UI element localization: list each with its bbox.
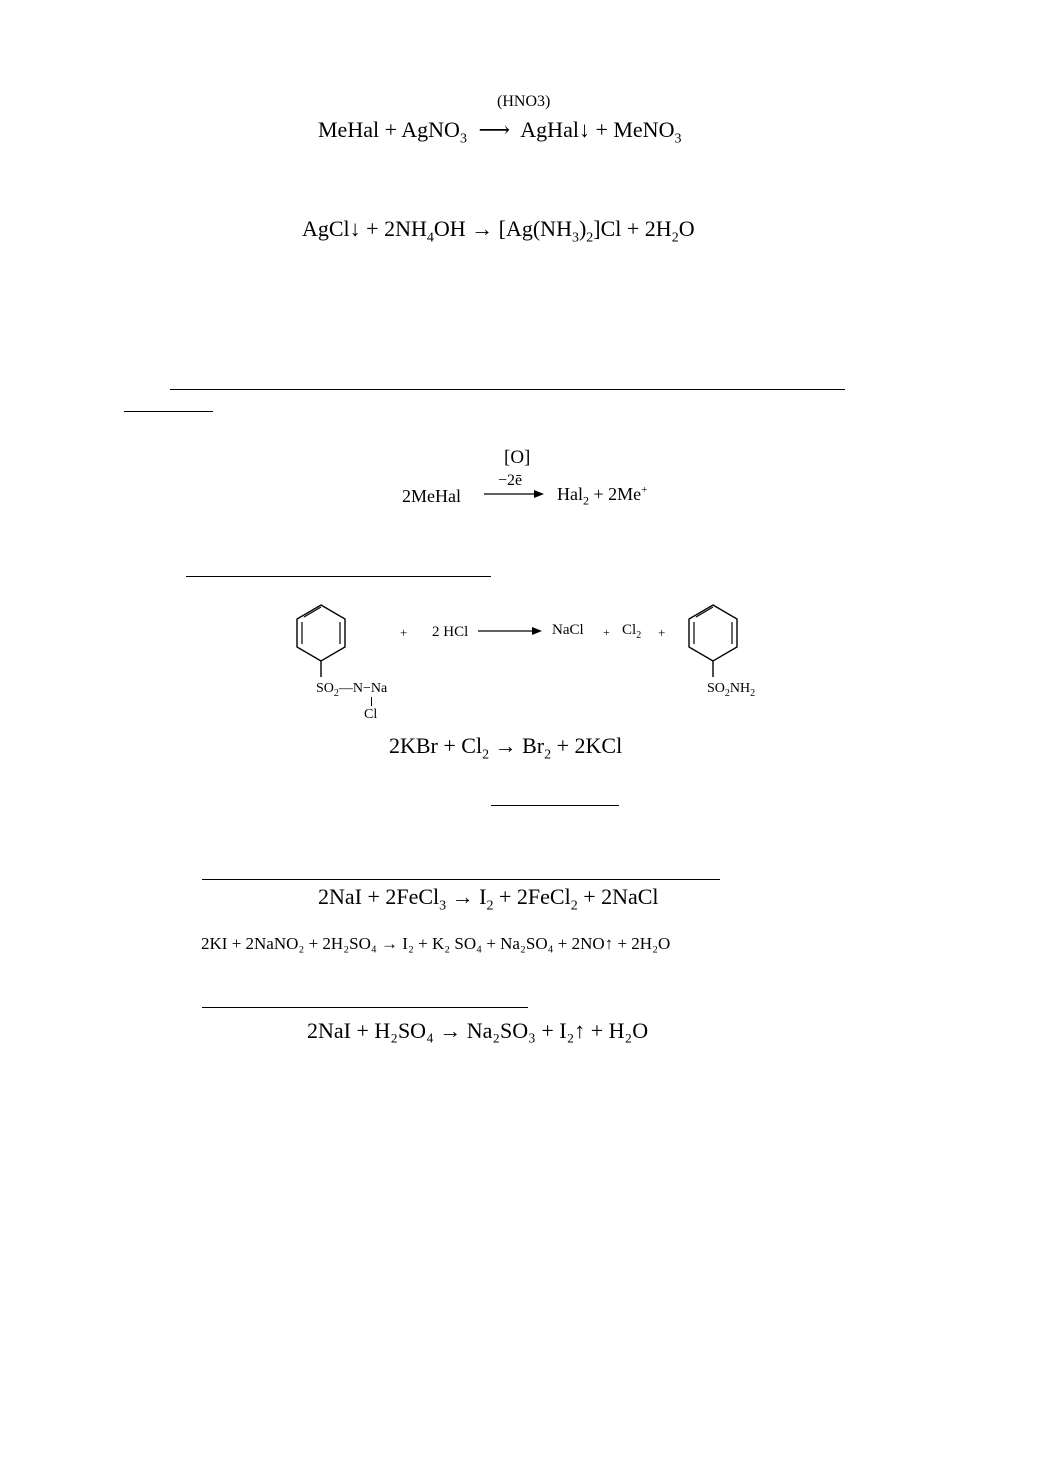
eq-sub: 2 [570,898,578,914]
eq-sub: 2 [586,230,594,246]
eq-part: 2KBr + Cl [389,733,483,758]
oxidation-right [557,484,647,509]
eq-part: + 2Me [589,484,642,504]
eq-sup: + [641,484,648,496]
eq-sub: 3 [571,230,579,246]
eq-part: ) [578,216,587,241]
eq-sub: 2 [482,747,490,763]
eq-part: → Br [489,733,545,758]
eq-sub: 3 [674,131,682,147]
chloramine-arrow [478,625,542,637]
sulfonamide-structure-right [682,595,752,685]
eq-part: → I [446,884,487,909]
eq-part: + 2NaCl [577,884,659,909]
eq-part: + 2FeCl [493,884,571,909]
ammonia-complex-equation [302,216,695,246]
eq-part: OH → [Ag(NH [433,216,572,241]
plus-sign: + [603,625,610,639]
plus-sign: + [658,625,666,640]
eq-part: O [678,216,695,241]
bromide-equation [389,733,622,763]
eq-sub: 4 [426,230,434,246]
sulfonamide-substituent: $SO_2NH_2$ [707,681,756,699]
eq-part: ]Cl + 2H [593,216,672,241]
oxidation-left: 2MeHal [402,486,461,506]
chloramine-cl-bond [371,697,372,706]
blank-line [202,879,720,880]
oxidation-arrow [484,488,544,500]
chloramine-cl: Cl [364,707,378,722]
catalyst-label: (HNO3) [497,93,551,110]
nacl-product: NaCl [552,622,584,638]
eq-left: MeHal + AgNO [318,117,460,142]
blank-line [186,576,491,577]
eq-sub: 2 [486,898,494,914]
eq-part: Hal [557,484,583,504]
plus-sign: + [400,625,408,640]
electron-label: −2ē [498,472,523,489]
eq-part: 2NaI + 2FeCl [318,884,440,909]
eq-sub: 3 [439,898,447,914]
nitrite-equation: 2KI + 2NaNO₂ + 2H₂SO₄ → I₂ + K₂ SO₄ + Na₂SO₄ + 2NO↑ + 2H₂O [201,934,671,953]
blank-line [202,1007,528,1008]
eq-part: AgCl↓ + 2NH [302,216,427,241]
blank-line [170,389,845,390]
sulfuric-equation: 2NaI + H₂SO₄ → Na₂SO₃ + I₂↑ + H₂O [307,1018,649,1043]
eq-sub: 2 [671,230,679,246]
reaction-arrow: ⟶ [478,117,510,142]
eq-sub: 2 [583,493,589,508]
silver-nitrate-equation [318,117,681,147]
cl2-product [622,622,641,641]
blank-line [124,411,213,412]
eq-right: AgHal↓ + MeNO [520,117,675,142]
eq-part: Cl [622,622,637,638]
blank-line [491,805,619,806]
eq-sub: 2 [636,630,642,641]
iron-chloride-equation [318,884,659,914]
chloramine-structure-left [290,595,430,730]
oxidant-label: [O] [504,447,531,468]
eq-sub: 3 [459,131,467,147]
eq-part: + 2KCl [551,733,623,758]
hcl-reagent: 2 HCl [432,624,469,640]
chloramine-substituent: $SO_2—N-Na$ [316,681,388,699]
eq-sub: 2 [544,747,552,763]
